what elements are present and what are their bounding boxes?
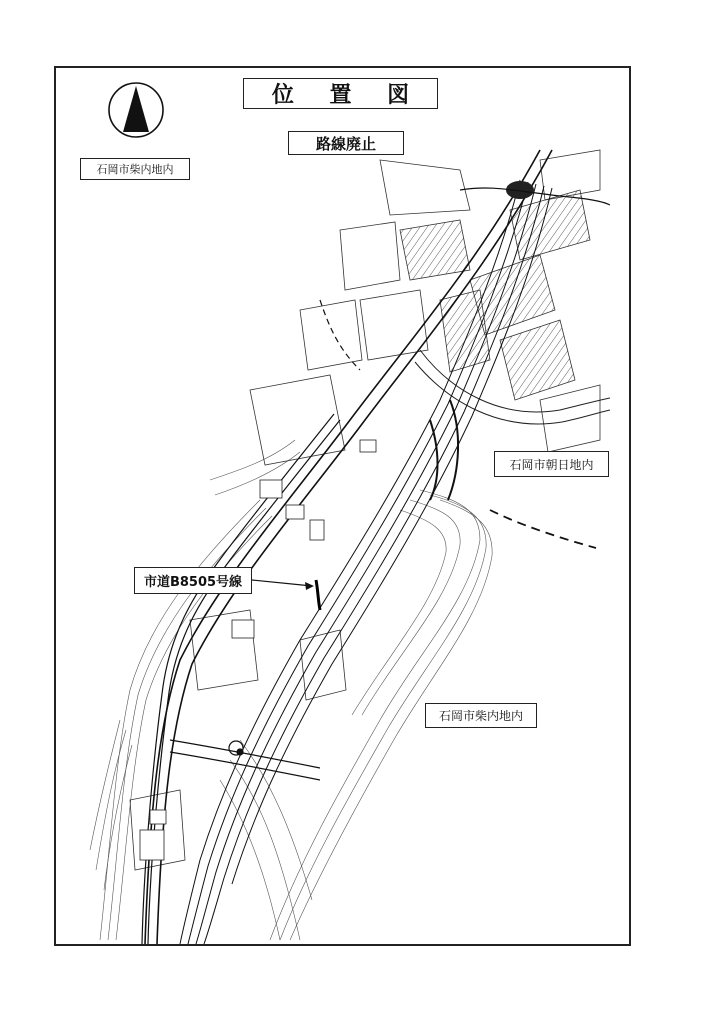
north-arrow-icon <box>109 83 163 137</box>
map-body <box>90 150 610 944</box>
target-road-b8505 <box>316 580 320 610</box>
leader-arrowhead-icon <box>305 582 314 590</box>
north-interchange <box>460 181 610 205</box>
contour-lines-west <box>90 440 300 940</box>
map-subtitle: 路線廃止 <box>288 131 404 155</box>
area-label-southeast: 石岡市柴内地内 <box>425 703 537 728</box>
page-title: 位 置 図 <box>243 78 438 109</box>
area-label-northwest: 石岡市柴内地内 <box>80 158 190 180</box>
abolished-route-line <box>490 510 596 548</box>
road-name-label: 市道B8505号線 <box>134 567 252 594</box>
field-parcels <box>130 150 600 870</box>
main-highway <box>145 150 552 944</box>
road-label-leader <box>252 580 312 586</box>
area-label-northeast: 石岡市朝日地内 <box>494 451 609 477</box>
